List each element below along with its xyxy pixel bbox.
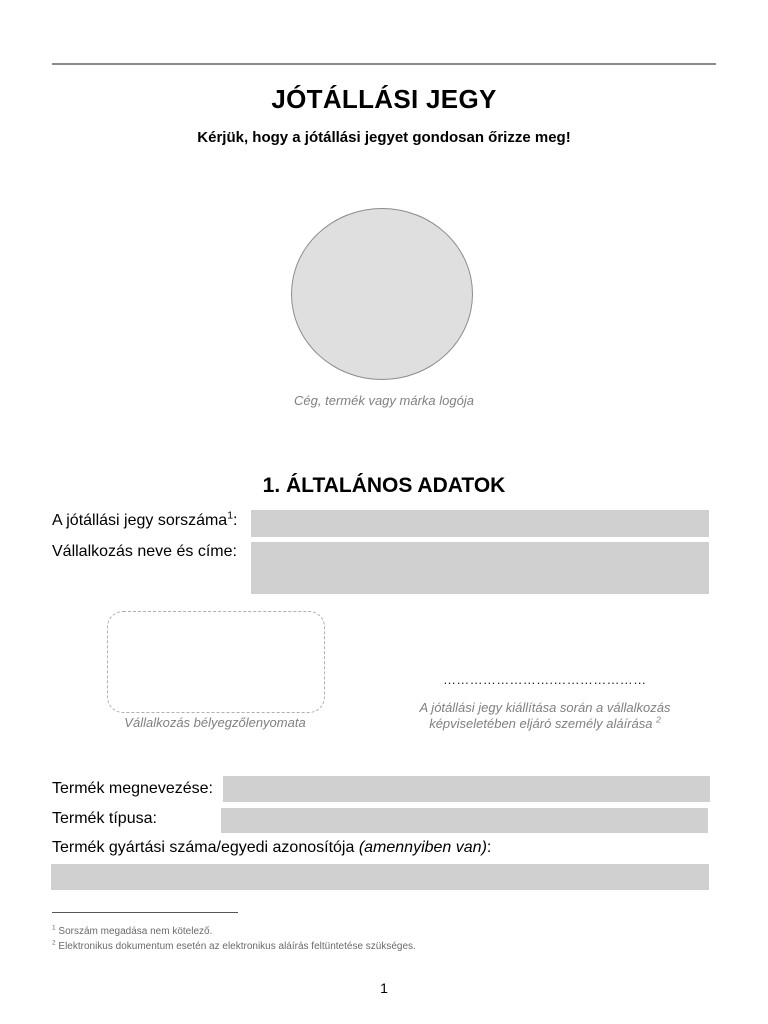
footnote-ref-2: 2: [656, 714, 661, 725]
logo-caption: Cég, termék vagy márka logója: [294, 393, 474, 408]
signature-caption: A jótállási jegy kiállítása során a vállalkozás képviseletében eljáró személy aláírása $^2$: [419, 700, 671, 731]
footnote-divider: [52, 912, 238, 913]
footnote-2: $^2$ Elektronikus dokumentum esetén az elektronikus aláírás feltüntetése szükséges.: [52, 939, 416, 952]
serial-number-field[interactable]: [251, 510, 709, 537]
logo-placeholder[interactable]: [291, 208, 473, 380]
page-number: 1: [380, 980, 388, 996]
product-name-field[interactable]: [223, 776, 710, 802]
product-serial-label: Termék gyártási száma/egyedi azonosítója (amennyiben van):: [52, 839, 492, 856]
signature-line[interactable]: …………………….…………………: [443, 672, 647, 687]
serial-number-label: A jótállási jegy sorszáma$^1$:: [52, 510, 238, 529]
document-subtitle: Kérjük, hogy a jótállási jegyet gondosan őrizze meg!: [197, 129, 571, 146]
stamp-caption: Vállalkozás bélyegzőlenyomata: [124, 715, 306, 730]
document-title: JÓTÁLLÁSI JEGY: [271, 84, 497, 114]
product-type-field[interactable]: [221, 808, 708, 833]
product-type-label: Termék típusa:: [52, 810, 157, 827]
stamp-area[interactable]: [107, 611, 325, 713]
top-divider: [52, 63, 716, 65]
section-title-general-data: 1. ÁLTALÁNOS ADATOK: [262, 474, 506, 497]
footnote-1: $^1$ Sorszám megadása nem kötelező.: [52, 924, 213, 937]
product-serial-field[interactable]: [51, 864, 709, 890]
business-name-address-field[interactable]: [251, 542, 709, 594]
business-name-label: Vállalkozás neve és címe:: [52, 543, 237, 560]
footnote-ref-1: 1: [227, 510, 233, 522]
optional-note: (amennyiben van): [358, 839, 487, 856]
product-name-label: Termék megnevezése:: [52, 780, 213, 797]
